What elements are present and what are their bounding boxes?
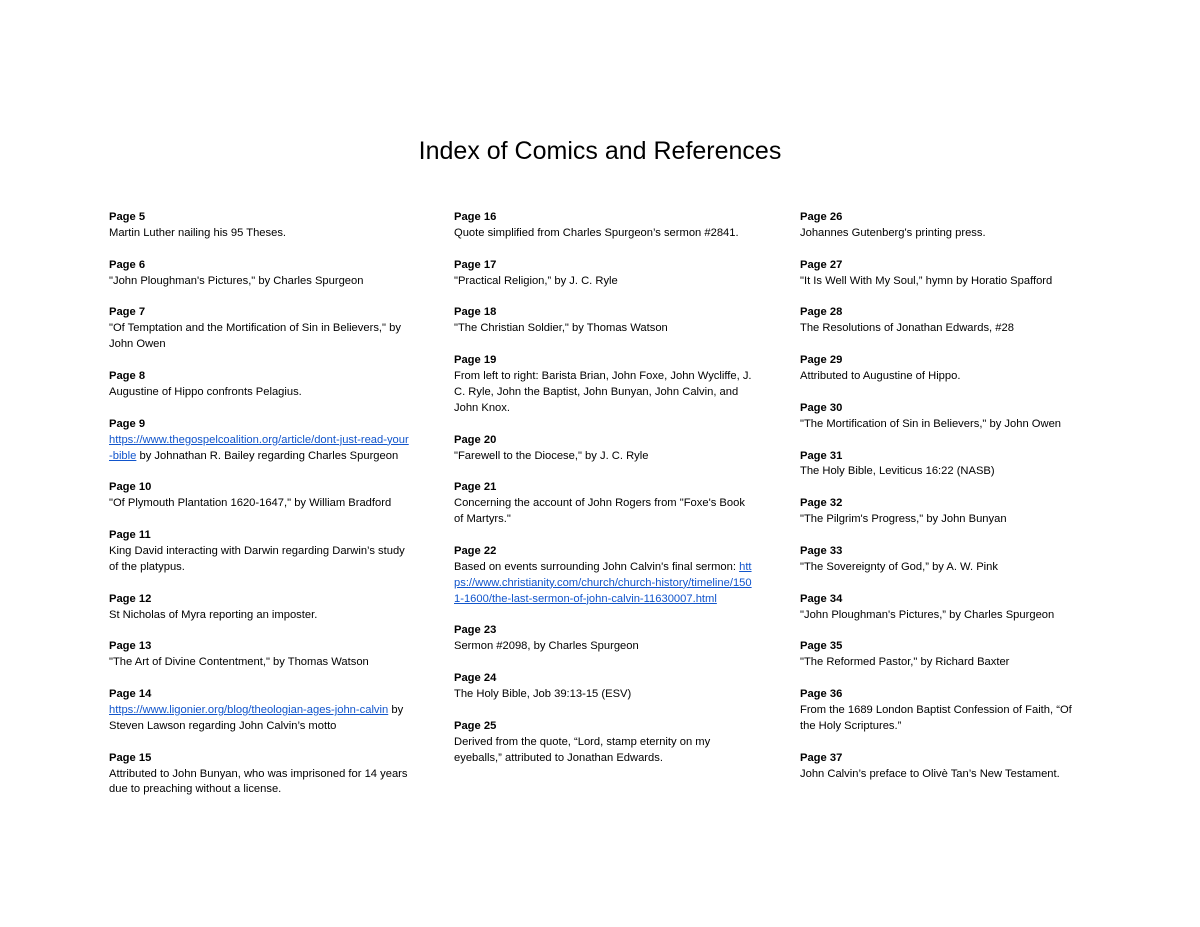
- entry-description: "Farewell to the Diocese," by J. C. Ryle: [454, 449, 649, 462]
- index-entry: [454, 671, 754, 703]
- entry-page-number: Page 36: [800, 688, 843, 701]
- index-entry: [109, 480, 409, 512]
- index-entry: [800, 258, 1090, 290]
- entry-description: "Of Plymouth Plantation 1620-1647," by William Bradford: [109, 497, 392, 510]
- entry-page-number: Page 25: [454, 719, 497, 732]
- index-entry: [454, 480, 754, 528]
- entry-page-number: Page 16: [454, 211, 497, 223]
- index-column-1: [109, 210, 409, 814]
- entry-page-number: Page 21: [454, 481, 497, 494]
- index-entry: [454, 433, 754, 465]
- index-entry: [454, 544, 754, 608]
- entry-description: The Resolutions of Jonathan Edwards, #28: [800, 322, 1014, 335]
- entry-description: St Nicholas of Myra reporting an imposter.: [109, 608, 318, 621]
- entry-description: "The Christian Soldier," by Thomas Watson: [454, 322, 668, 335]
- entry-page-number: Page 34: [800, 592, 843, 605]
- entry-page-number: Page 19: [454, 354, 497, 367]
- entry-page-number: Page 18: [454, 306, 497, 319]
- reference-link[interactable]: https://www.ligonier.org/blog/theologian-ages-john-calvin: [109, 703, 389, 716]
- index-entry: [109, 369, 409, 401]
- index-entry: [800, 639, 1090, 671]
- entry-description: Concerning the account of John Rogers from "Foxe's Book of Martyrs.": [454, 497, 745, 526]
- index-entry: [454, 353, 754, 417]
- index-entry: [454, 258, 754, 290]
- entry-page-number: Page 12: [109, 592, 152, 605]
- index-entry: [800, 687, 1090, 735]
- entry-description: Attributed to John Bunyan, who was imprisoned for 14 years due to preaching without a license.: [109, 767, 408, 796]
- entry-description: The Holy Bible, Leviticus 16:22 (NASB): [800, 465, 995, 478]
- entry-description: "The Art of Divine Contentment," by Thomas Watson: [109, 656, 369, 669]
- index-entry: [109, 210, 409, 242]
- entry-page-number: Page 31: [800, 449, 843, 462]
- entry-description: [109, 433, 409, 465]
- index-entry: [800, 592, 1090, 624]
- entry-page-number: Page 28: [800, 306, 843, 319]
- entry-page-number: Page 13: [109, 640, 152, 653]
- entry-page-number: Page 9: [109, 417, 146, 430]
- entry-description: "The Pilgrim's Progress," by John Bunyan: [800, 513, 1007, 526]
- entry-page-number: Page 26: [800, 211, 843, 223]
- index-entry: [800, 449, 1090, 481]
- entry-page-number: Page 8: [109, 370, 146, 383]
- entry-page-number: Page 6: [109, 258, 146, 271]
- index-entry: [454, 210, 754, 242]
- index-entry: [800, 401, 1090, 433]
- index-entry: [109, 258, 409, 290]
- entry-description: "The Sovereignty of God,” by A. W. Pink: [800, 560, 998, 573]
- entry-description: [454, 560, 754, 608]
- index-entry: [800, 305, 1090, 337]
- entry-page-number: Page 20: [454, 433, 497, 446]
- entry-description: From the 1689 London Baptist Confession of Faith, “Of the Holy Scriptures.”: [800, 703, 1072, 732]
- entry-description: "Practical Religion,” by J. C. Ryle: [454, 274, 618, 287]
- index-entry: [109, 751, 409, 799]
- index-entry: [454, 623, 754, 655]
- entry-page-number: Page 5: [109, 211, 146, 223]
- index-column-3: [800, 210, 1090, 798]
- entry-description: "The Mortification of Sin in Believers," by John Owen: [800, 417, 1062, 430]
- entry-page-number: Page 30: [800, 401, 843, 414]
- entry-page-number: Page 10: [109, 481, 152, 494]
- entry-page-number: Page 14: [109, 688, 152, 701]
- entry-description-prefix: Based on events surrounding John Calvin's final sermon:: [454, 560, 740, 573]
- entry-description: Attributed to Augustine of Hippo.: [800, 370, 961, 383]
- index-entry: [800, 544, 1090, 576]
- entry-description-suffix: by Johnathan R. Bailey regarding Charles Spurgeon: [136, 449, 399, 462]
- index-entry: [800, 496, 1090, 528]
- entry-description-suffix: by Steven Lawson regarding John Calvin’s motto: [109, 703, 404, 732]
- index-entry: [109, 639, 409, 671]
- entry-page-number: Page 32: [800, 497, 843, 510]
- entry-page-number: Page 29: [800, 354, 843, 367]
- entry-page-number: Page 7: [109, 306, 146, 319]
- entry-description: Augustine of Hippo confronts Pelagius.: [109, 385, 302, 398]
- entry-description: "John Ploughman's Pictures,” by Charles Spurgeon: [800, 608, 1055, 621]
- entry-page-number: Page 24: [454, 672, 497, 685]
- entry-description: Derived from the quote, “Lord, stamp eternity on my eyeballs,” attributed to Jonathan Edwards.: [454, 735, 711, 764]
- entry-description: The Holy Bible, Job 39:13-15 (ESV): [454, 688, 632, 701]
- entry-page-number: Page 22: [454, 544, 497, 557]
- entry-page-number: Page 35: [800, 640, 843, 653]
- index-entry: [109, 592, 409, 624]
- entry-page-number: Page 27: [800, 258, 843, 271]
- reference-link[interactable]: https://www.thegospelcoalition.org/article/dont-just-read-your-bible: [109, 433, 409, 462]
- index-entry: [800, 751, 1090, 783]
- reference-link[interactable]: https://www.christianity.com/church/church-history/timeline/1501-1600/the-last-sermon-of-john-calvin-11630007.html: [454, 560, 752, 605]
- entry-page-number: Page 23: [454, 624, 497, 637]
- entry-page-number: Page 33: [800, 544, 843, 557]
- index-entry: [109, 687, 409, 735]
- entry-page-number: Page 17: [454, 258, 497, 271]
- index-entry: [800, 210, 1090, 242]
- entry-description: [109, 703, 409, 735]
- entry-description: Johannes Gutenberg's printing press.: [800, 226, 986, 239]
- index-entry: [454, 305, 754, 337]
- index-entry: [109, 305, 409, 353]
- index-column-2: [454, 210, 754, 782]
- page-title: Index of Comics and References: [418, 137, 782, 165]
- entry-description: "It Is Well With My Soul,” hymn by Horatio Spafford: [800, 274, 1053, 287]
- entry-description: "Of Temptation and the Mortification of Sin in Believers," by John Owen: [109, 322, 401, 351]
- entry-description: King David interacting with Darwin regarding Darwin’s study of the platypus.: [109, 544, 405, 573]
- index-entry: [109, 417, 409, 465]
- entry-description: From left to right: Barista Brian, John Foxe, John Wycliffe, J. C. Ryle, John the Baptist, John Bunyan, John Calvin, and John Knox.: [454, 370, 752, 414]
- entry-description: Quote simplified from Charles Spurgeon’s sermon #2841.: [454, 226, 739, 239]
- index-entry: [109, 528, 409, 576]
- entry-description: "John Ploughman's Pictures," by Charles Spurgeon: [109, 274, 364, 287]
- entry-page-number: Page 11: [109, 529, 151, 542]
- entry-page-number: Page 15: [109, 751, 152, 764]
- entry-description: "The Reformed Pastor," by Richard Baxter: [800, 656, 1010, 669]
- entry-description: Martin Luther nailing his 95 Theses.: [109, 226, 287, 239]
- index-entry: [454, 719, 754, 767]
- entry-description: Sermon #2098, by Charles Spurgeon: [454, 640, 639, 653]
- entry-page-number: Page 37: [800, 751, 843, 764]
- entry-description: John Calvin’s preface to Olivè Tan’s New Testament.: [800, 767, 1060, 780]
- index-entry: [800, 353, 1090, 385]
